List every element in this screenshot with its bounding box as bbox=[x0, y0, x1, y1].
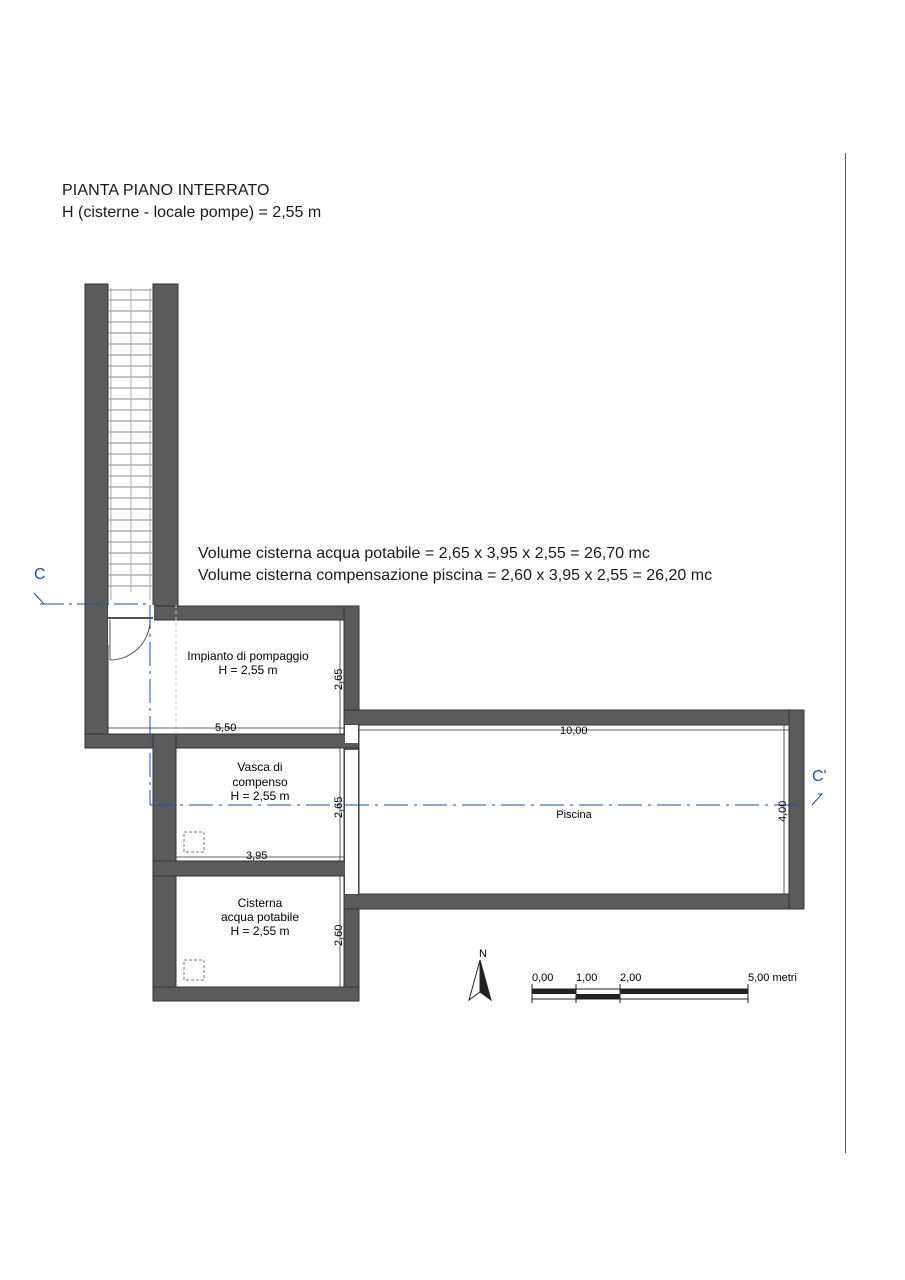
stair-door-opening bbox=[108, 605, 154, 645]
plan-height-note: H (cisterne - locale pompe) = 2,55 m bbox=[62, 204, 322, 221]
section-label-start: C bbox=[34, 566, 46, 583]
scale-bar bbox=[532, 984, 748, 1003]
volume-compensation-cistern: Volume cisterna compensazione piscina = 2,60 x 3,95 x 2,55 = 26,20 mc bbox=[198, 567, 713, 584]
north-arrow-icon bbox=[469, 960, 491, 1000]
wall-tanks-bottom bbox=[153, 987, 359, 1001]
dimension-lines bbox=[108, 620, 789, 987]
room-comp-name-2: compenso bbox=[232, 775, 288, 789]
plan-title: PIANTA PIANO INTERRATO bbox=[62, 182, 270, 199]
scale-tick-0: 0,00 bbox=[532, 972, 554, 984]
dim-cistern-height: 2,60 bbox=[333, 924, 345, 946]
dim-pump-height: 2,65 bbox=[333, 668, 345, 690]
staircase bbox=[108, 288, 153, 600]
scale-tick-1: 1,00 bbox=[576, 972, 598, 984]
walls bbox=[85, 284, 804, 1001]
room-pool-name: Piscina bbox=[556, 809, 592, 821]
dim-comp-height: 2,65 bbox=[333, 796, 345, 818]
dim-pump-width: 5,50 bbox=[215, 722, 237, 734]
room-pump-height: H = 2,55 m bbox=[218, 663, 278, 677]
dim-comp-width: 3,95 bbox=[246, 850, 268, 862]
scale-tick-2: 2,00 bbox=[620, 972, 642, 984]
manhole-icon bbox=[184, 960, 204, 980]
dim-pool-height: 4,00 bbox=[777, 800, 789, 822]
wall-pool-top bbox=[344, 710, 804, 725]
pool-opening-top bbox=[345, 725, 358, 743]
wall-stair-left bbox=[85, 284, 108, 747]
wall-pool-right bbox=[789, 710, 804, 909]
room-cistern-name-1: Cisterna bbox=[237, 896, 283, 910]
wall-stair-right bbox=[153, 284, 178, 612]
wall-pump-bottom bbox=[85, 734, 359, 748]
wall-tanks-divider bbox=[153, 861, 359, 876]
room-pump-name: Impianto di pompaggio bbox=[187, 649, 309, 663]
section-label-end: C' bbox=[812, 768, 827, 785]
pool-opening bbox=[345, 750, 358, 894]
manhole-icon bbox=[184, 832, 204, 852]
scale-tick-5: 5,00 metri bbox=[748, 972, 797, 984]
room-cistern-name-2: acqua potabile bbox=[220, 910, 300, 924]
volume-potable-cistern: Volume cisterna acqua potabile = 2,65 x 3,95 x 2,55 = 26,70 mc bbox=[198, 545, 650, 562]
dim-pool-width: 10,00 bbox=[560, 725, 588, 737]
wall-pump-top bbox=[153, 606, 359, 620]
north-label: N bbox=[479, 948, 487, 960]
room-comp-name-1: Vasca di bbox=[237, 760, 283, 774]
room-comp-height: H = 2,55 m bbox=[230, 789, 290, 803]
wall-pool-bottom bbox=[344, 894, 804, 909]
room-cistern-height: H = 2,55 m bbox=[230, 924, 290, 938]
